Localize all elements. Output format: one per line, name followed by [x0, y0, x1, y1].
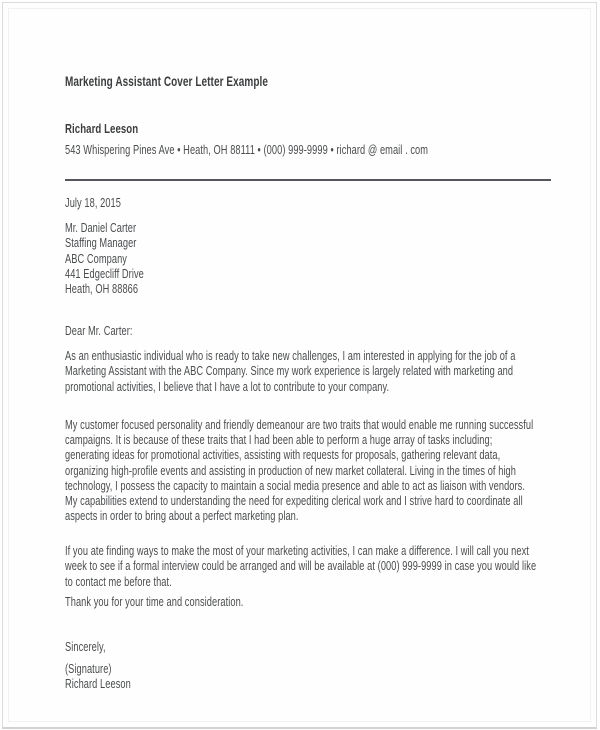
header-divider [65, 179, 551, 181]
page-title: Marketing Assistant Cover Letter Example [65, 74, 269, 89]
recipient-company: ABC Company [65, 251, 127, 266]
recipient-street: 441 Edgecliff Drive [65, 266, 144, 281]
closing-line: Sincerely, [65, 640, 106, 654]
thank-you-line: Thank you for your time and consideration. [65, 595, 244, 609]
body-paragraph-2: My customer focused personality and friendly demeanour are two traits that would enable me running successful campaigns. It is because of these traits that I had been able to perform a huge array of tasks including; generating ideas for promotional activities, assisting with requests for proposals, gathering relevant data, organizing high-profile events and assisting in production of new market collateral. Living in the times of high technology, I possess the capacity to maintain a social media presence and able to act as liaison with vendors. My capabilities extend to understanding the need for expediting clerical work and I strive hard to coordinate all aspects in order to bring about a perfect marketing plan. [65, 418, 534, 524]
body-paragraph-1: As an enthusiastic individual who is ready to take new challenges, I am interested in applying for the job of a Marketing Assistant with the ABC Company. Since my work experience is largely related with marketing and promotional activities, I believe that I have a lot to contribute to your company. [65, 349, 516, 394]
letter-date: July 18, 2015 [65, 196, 121, 210]
recipient-name: Mr. Daniel Carter [65, 221, 137, 235]
recipient-address-block [65, 221, 539, 297]
signature-block [65, 662, 539, 693]
sender-contact-line: 543 Whispering Pines Ave • Heath, OH 88111 • (000) 999-9999 • richard @ email . com [65, 143, 429, 157]
signature-placeholder: (Signature) [65, 662, 112, 676]
body-paragraph-3: If you ate finding ways to make the most of your marketing activities, I can make a difference. I will call you next week to see if a formal interview could be arranged and will be available at (000) 999-9999 in case you would like to contact me before that. [65, 544, 537, 589]
recipient-city-state-zip: Heath, OH 88866 [65, 282, 139, 297]
sender-name: Richard Leeson [65, 121, 139, 136]
recipient-job-title: Staffing Manager [65, 236, 137, 251]
signature-name: Richard Leeson [65, 677, 131, 692]
salutation: Dear Mr. Carter: [65, 324, 133, 338]
